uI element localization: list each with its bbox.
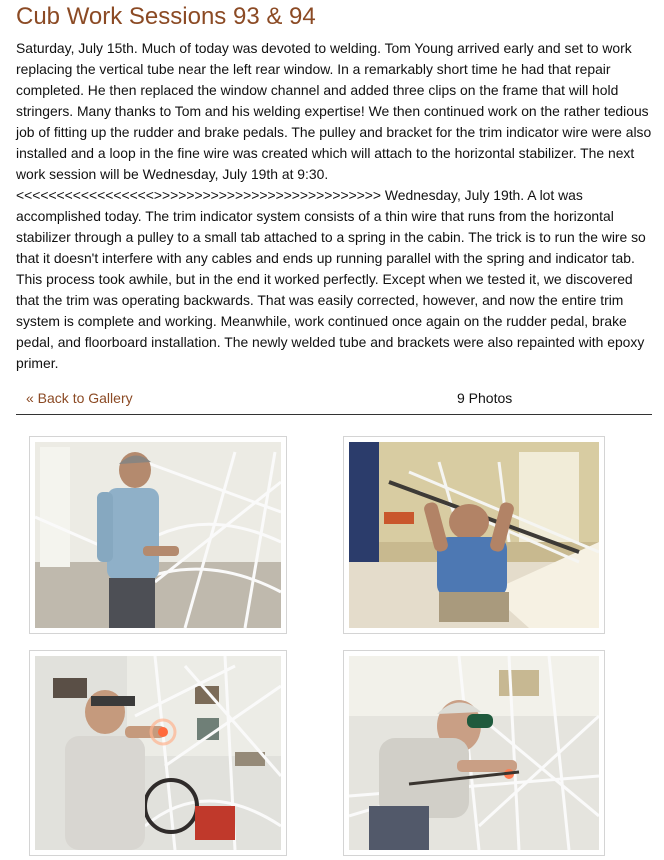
photo-thumbnail-2[interactable] [343, 436, 605, 634]
photo-2-image [349, 442, 599, 628]
photo-thumbnail-4[interactable] [343, 650, 605, 856]
back-to-gallery-link[interactable]: « Back to Gallery [26, 390, 133, 406]
photo-3-image [35, 656, 281, 850]
photo-count: 9 Photos [457, 390, 513, 406]
photo-4-image [349, 656, 599, 850]
gallery-nav-bar [16, 386, 652, 415]
photo-thumbnail-1[interactable] [29, 436, 287, 634]
page-title: Cub Work Sessions 93 & 94 [16, 3, 316, 30]
photo-1-image [35, 442, 281, 628]
session-description: Saturday, July 15th. Much of today was devoted to welding. Tom Young arrived early and set to work replacing the vertical tube near the left rear window. In a remarkably short time he had that repair completed. He then replaced the window channel and added three clips on the frame that will hold stringers. Many thanks to Tom and his welding expertise! We then continued work on the rather tedious job of fitting up the rudder and brake pedals. The pulley and bracket for the trim indicator wire were also installed and a loop in the fine wire was created which will attach to the horizontal stabilizer. The next work session will be Wednesday, July 19th at 9:30. <<<<<<<<<<<<<<<<<>>>>>>>>>>>>>>>>>>>>>>>>>>>> Wednesday, July 19th. A lot was accomplished today. The trim indicator system consists of a thin wire that runs from the horizontal stabilizer through a pulley to a small tab attached to a spring in the cabin. The trick is to run the wire so that it doesn't interfere with any cables and ends up running parallel with the spring and indicator tab. This process took awhile, but in the end it worked perfectly. Except when we tested it, we discovered that the trim was operating backwards. That was easily corrected, however, and now the entire trim system is complete and working. Meanwhile, work continued once again on the rudder pedal, brake pedal, and floorboard installation. The newly welded tube and brackets were also repainted with epoxy primer. [16, 40, 652, 371]
photo-thumbnail-3[interactable] [29, 650, 287, 856]
